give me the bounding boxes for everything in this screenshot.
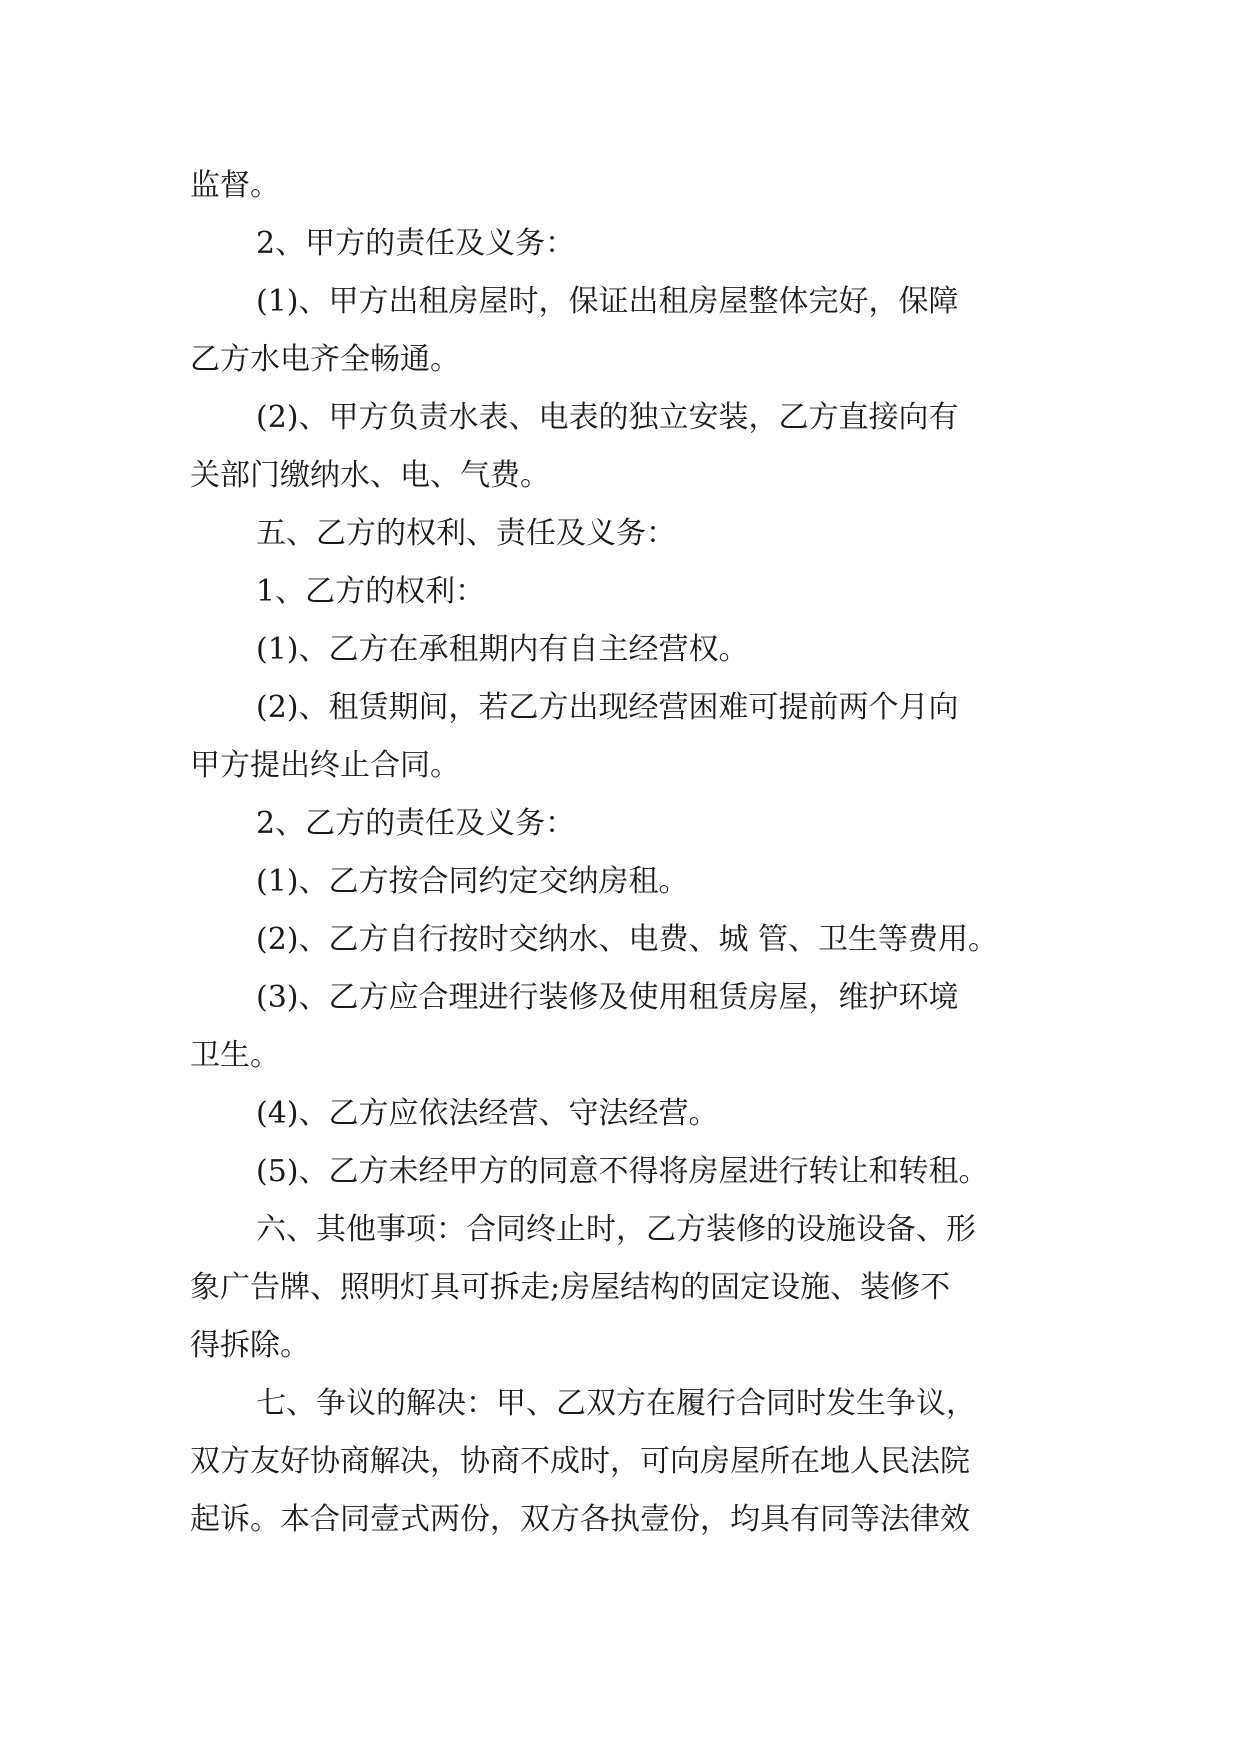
section-heading: 六、其他事项：合同终止时，乙方装修的设施设备、形 <box>256 1212 976 1247</box>
text-line: 2、甲方的责任及义务： <box>256 226 576 261</box>
text-line: 监督。 <box>190 168 280 203</box>
text-line: 双方友好协商解决，协商不成时，可向房屋所在地人民法院 <box>190 1444 970 1479</box>
text-line: 象广告牌、照明灯具可拆走;房屋结构的固定设施、装修不 <box>190 1270 951 1305</box>
text-line: (4)、乙方应依法经营、守法经营。 <box>256 1096 719 1131</box>
text-line: (2)、租赁期间，若乙方出现经营困难可提前两个月向 <box>256 690 959 725</box>
text-line: 卫生。 <box>190 1038 280 1073</box>
text-line: 乙方水电齐全畅通。 <box>190 342 460 377</box>
text-line: (1)、乙方在承租期内有自主经营权。 <box>256 632 749 667</box>
text-line: 关部门缴纳水、电、气费。 <box>190 458 550 493</box>
text-line: 1、乙方的权利： <box>256 574 486 609</box>
text-line: (2)、甲方负责水表、电表的独立安装，乙方直接向有 <box>256 400 959 435</box>
text-line: 得拆除。 <box>190 1328 310 1363</box>
text-line: (1)、乙方按合同约定交纳房租。 <box>256 864 689 899</box>
text-line: (5)、乙方未经甲方的同意不得将房屋进行转让和转租。 <box>256 1154 989 1189</box>
text-line: 起诉。本合同壹式两份，双方各执壹份，均具有同等法律效 <box>190 1502 970 1537</box>
section-heading: 五、乙方的权利、责任及义务： <box>256 516 676 551</box>
text-line: (3)、乙方应合理进行装修及使用租赁房屋，维护环境 <box>256 980 959 1015</box>
text-line: 2、乙方的责任及义务： <box>256 806 576 841</box>
text-line: (1)、甲方出租房屋时，保证出租房屋整体完好，保障 <box>256 284 959 319</box>
text-line: (2)、乙方自行按时交纳水、电费、城 管、卫生等费用。 <box>256 922 999 957</box>
text-line: 甲方提出终止合同。 <box>190 748 460 783</box>
section-heading: 七、争议的解决：甲、乙双方在履行合同时发生争议， <box>256 1386 976 1421</box>
